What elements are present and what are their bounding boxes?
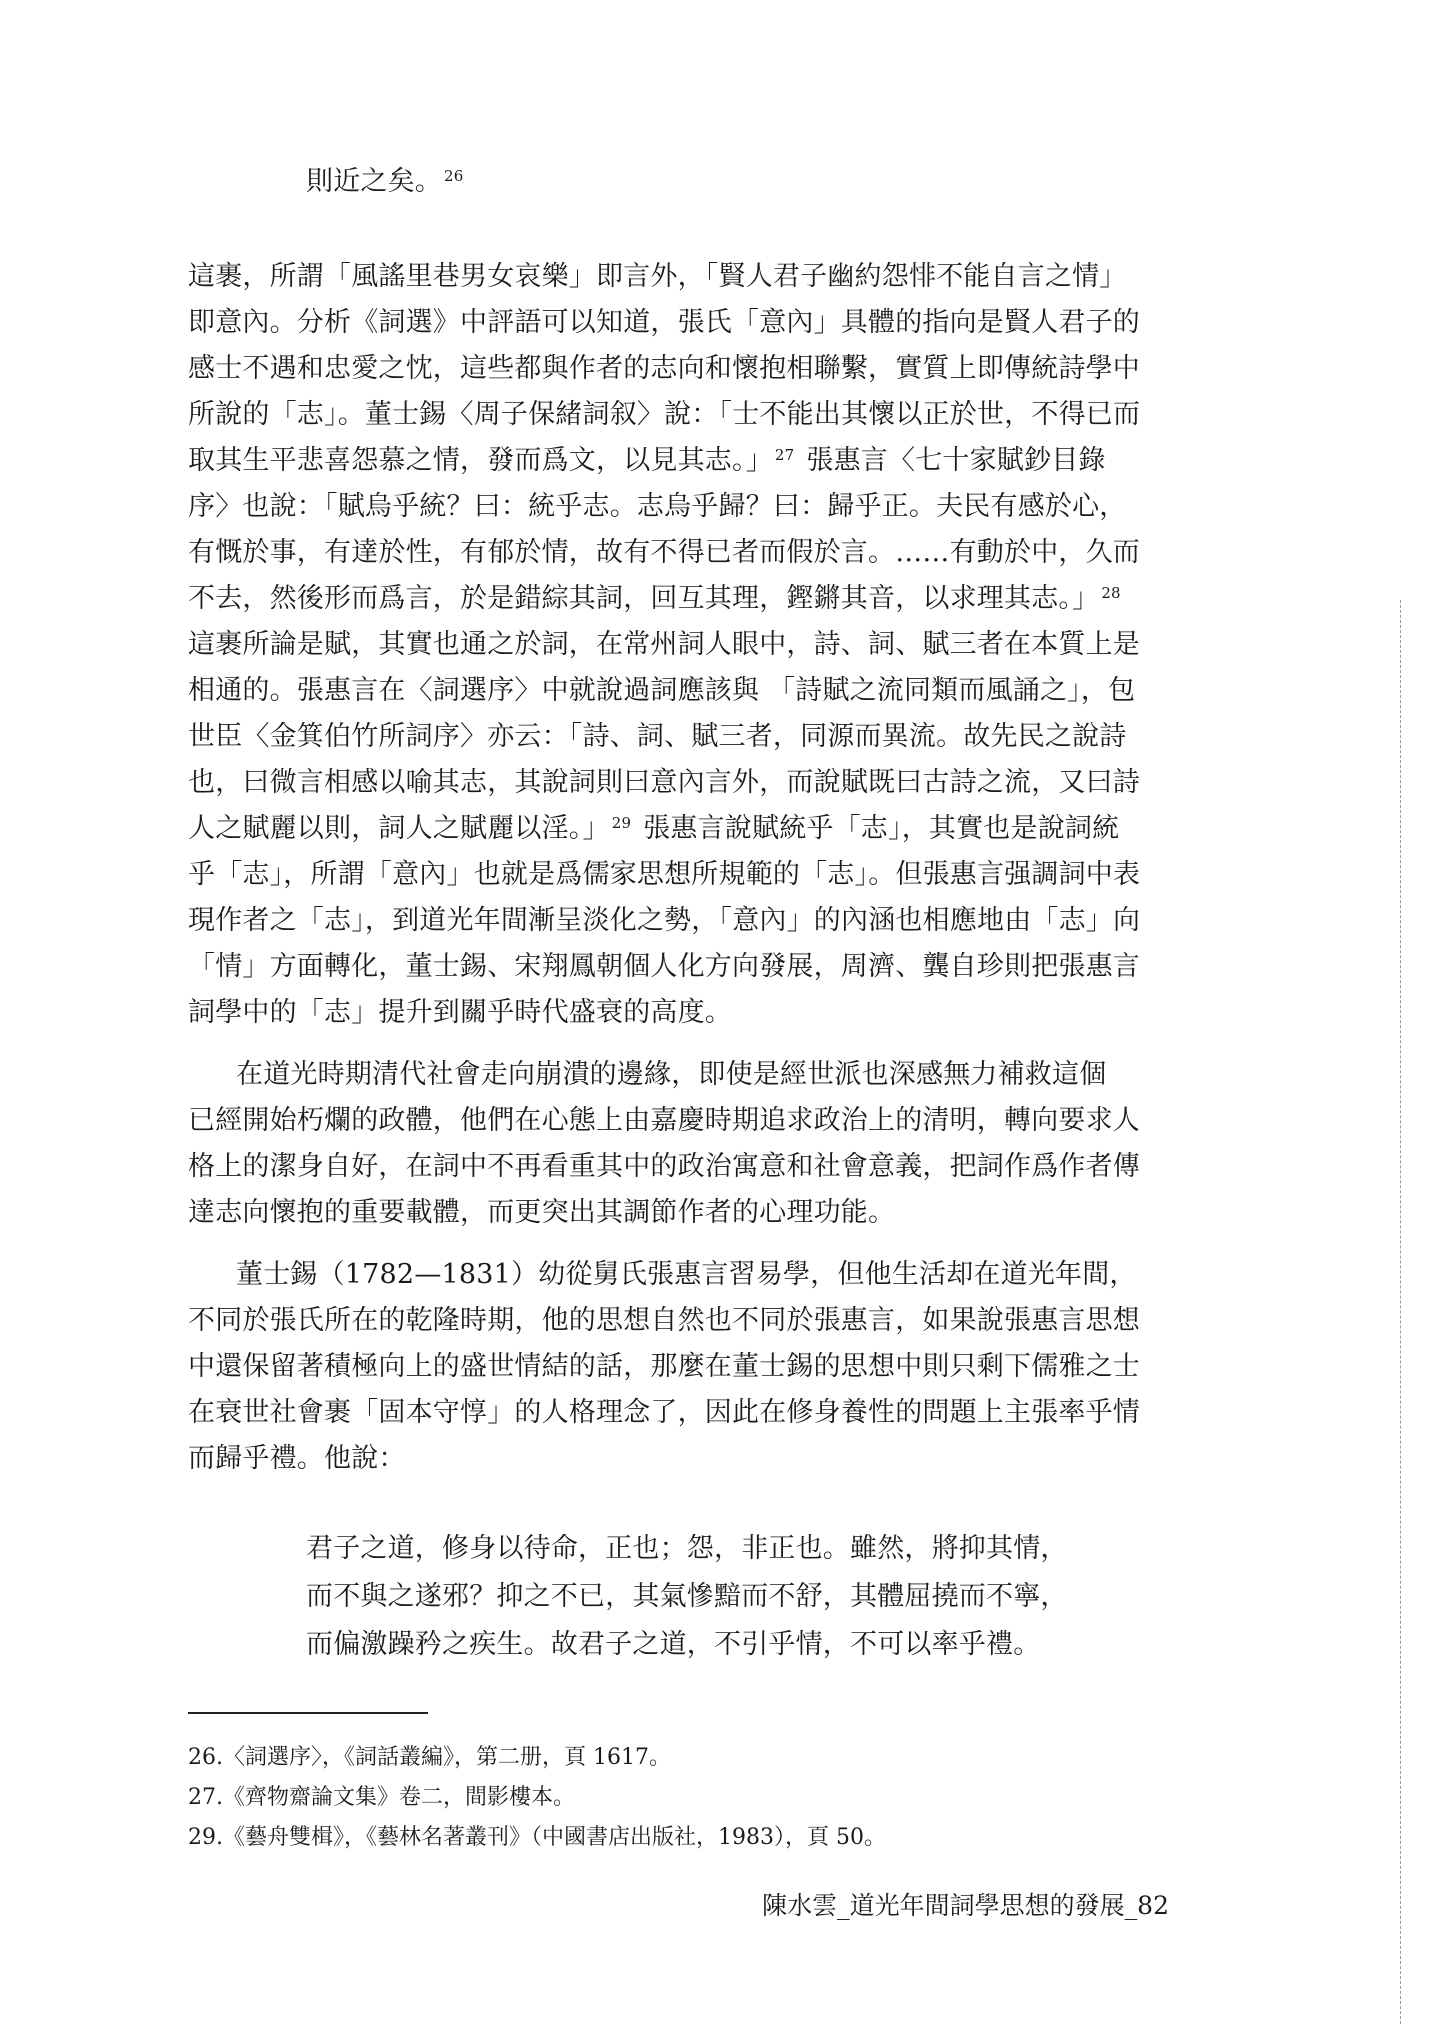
block-quote-line-3: 而偏激躁矜之疾生。故君子之道，不引乎情，不可以率乎禮。: [306, 1629, 1041, 1660]
paragraph-3-line-2: 不同於張氏所在的乾隆時期，他的思想自然也不同於張惠言，如果說張惠言思想: [188, 1305, 1140, 1336]
paragraph-1-line-2: 即意內。分析《詞選》中評語可以知道，張氏「意內」具體的指向是賢人君子的: [188, 307, 1140, 338]
paragraph-1-line-13: [188, 812, 1188, 846]
opening-text: 則近之矣。: [306, 166, 442, 197]
page-footer: 陳水雲_道光年間詞學思想的發展_82: [762, 1891, 1169, 1920]
page-edge-shadow: [1400, 600, 1401, 2024]
line-13-part-b: 張惠言說賦統乎「志」，其實也是說詞統: [643, 813, 1120, 844]
footnote-ref-29: 29: [611, 814, 632, 832]
line-8-text: 不去，然後形而爲言，於是錯綜其詞，回互其理，鏗鏘其音，以求理其志。」: [188, 583, 1100, 614]
line-13-part-a: 人之賦麗以則，詞人之賦麗以淫。」: [188, 813, 610, 844]
paragraph-1-line-1: 這裹，所謂「風謠里巷男女哀樂」即言外，「賢人君子幽約怨悱不能自言之情」: [188, 261, 1127, 292]
paragraph-1-line-6: 序〉也說：「賦烏乎統？曰：統乎志。志烏乎歸？曰：歸乎正。夫民有感於心，: [188, 491, 1127, 522]
footnote-26: 26.〈詞選序〉，《詞話叢編》，第二册，頁 1617。: [188, 1745, 671, 1770]
paragraph-1-line-9: 這裹所論是賦，其實也通之於詞，在常州詞人眼中，詩、詞、賦三者在本質上是: [188, 629, 1140, 660]
paragraph-2-line-4: 達志向懷抱的重要載體，而更突出其調節作者的心理功能。: [188, 1197, 896, 1228]
footnote-separator: [188, 1712, 428, 1714]
paragraph-1-line-4: 所說的「志」。董士錫〈周子保緒詞叙〉說：「士不能出其懷以正於世，不得已而: [188, 399, 1141, 430]
paragraph-2-line-3: 格上的潔身自好，在詞中不再看重其中的政治寓意和社會意義，把詞作爲作者傳: [188, 1151, 1140, 1182]
paragraph-1-line-3: 感士不遇和忠愛之忱，這些都與作者的志向和懷抱相聯繫，實質上即傳統詩學中: [188, 353, 1140, 384]
paragraph-1-line-10: 相通的。張惠言在〈詞選序〉中就說過詞應該與 「詩賦之流同類而風誦之」，包: [188, 675, 1136, 706]
paragraph-3-line-3: 中還保留著積極向上的盛世情結的話，那麼在董士錫的思想中則只剩下儒雅之士: [188, 1351, 1140, 1382]
opening-line: [306, 165, 464, 199]
paragraph-1-line-11: 世臣〈金箕伯竹所詞序〉亦云：「詩、詞、賦三者，同源而異流。故先民之說詩: [188, 721, 1127, 752]
line-5-part-b: 張惠言〈七十家賦鈔目錄: [806, 445, 1106, 476]
paragraph-2-line-2: 已經開始朽爛的政體，他們在心態上由嘉慶時期追求政治上的清明，轉向要求人: [188, 1105, 1140, 1136]
footnote-ref-27: 27: [774, 446, 795, 464]
block-quote-line-1: 君子之道，修身以待命，正也；怨，非正也。雖然，將抑其情，: [306, 1533, 1068, 1564]
paragraph-1-line-8: [188, 582, 1188, 616]
paragraph-3-line-4: 在衰世社會裹「固本守惇」的人格理念了，因此在修身養性的問題上主張率乎情: [188, 1397, 1140, 1428]
paragraph-1-line-7: 有慨於事，有達於性，有郁於情，故有不得已者而假於言。……有動於中，久而: [188, 537, 1140, 568]
paragraph-2-line-1: 在道光時期清代社會走向崩潰的邊緣，即使是經世派也深感無力補救這個: [236, 1059, 1107, 1090]
paragraph-1-line-17: 詞學中的「志」提升到關乎時代盛衰的高度。: [188, 997, 732, 1028]
paragraph-1-line-14: 乎「志」，所謂「意內」也就是爲儒家思想所規範的「志」。但張惠言强調詞中表: [188, 859, 1141, 890]
paragraph-1-line-15: 現作者之「志」，到道光年間漸呈淡化之勢，「意內」的內涵也相應地由「志」向: [188, 905, 1141, 936]
footnote-27: 27.《齊物齋論文集》卷二，間影樓本。: [188, 1785, 575, 1810]
block-quote-line-2: 而不與之遂邪？抑之不已，其氣慘黯而不舒，其體屈撓而不寧，: [306, 1581, 1068, 1612]
footnote-ref-28: 28: [1101, 584, 1121, 602]
footnote-ref-26: 26: [444, 167, 464, 185]
paragraph-1-line-12: 也，曰微言相感以喻其志，其說詞則曰意內言外，而說賦既曰古詩之流，又曰詩: [188, 767, 1140, 798]
paragraph-1-line-16: 「情」方面轉化，董士錫、宋翔鳳朝個人化方向發展，周濟、龔自珍則把張惠言: [188, 951, 1140, 982]
paragraph-3-line-1: 董士錫（1782—1831）幼從舅氏張惠言習易學，但他生活却在道光年間，: [236, 1259, 1137, 1290]
line-5-part-a: 取其生平悲喜怨慕之情，發而爲文，以見其志。」: [188, 445, 773, 476]
footnote-29: 29.《藝舟雙楫》，《藝林名著叢刊》（中國書店出版社，1983），頁 50。: [188, 1825, 886, 1850]
paragraph-1-line-5: [188, 444, 1188, 478]
paragraph-3-line-5: 而歸乎禮。他說：: [188, 1443, 406, 1474]
